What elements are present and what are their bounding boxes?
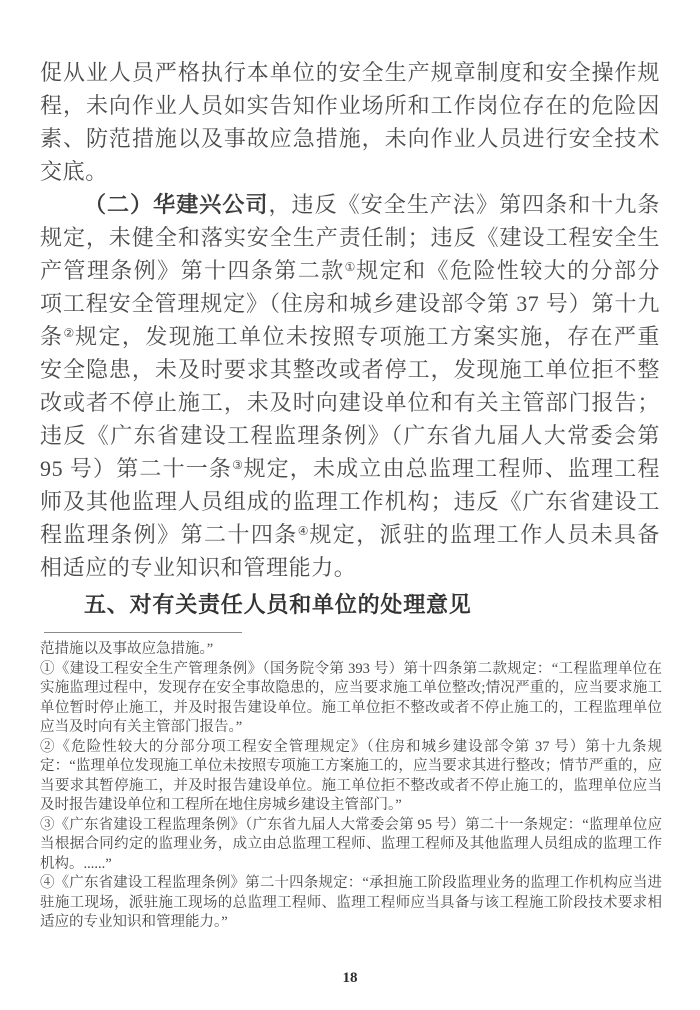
body-text-segment: ，违反《安全生产法》第四条和十九条规定，未健全和落实安全生产责任制；违反《建设工程安全生产管理条例》第十四条第二款	[40, 192, 660, 283]
footnote-item: ④《广东省建设工程监理条例》第二十四条规定：“承担施工阶段监理业务的监理工作机构应当进驻施工现场，派驻施工现场的总监理工程师、监理工程师应当具备与该工程施工阶段技术要求相适应的专业知识和管理能力。”	[40, 875, 662, 930]
body-text-segment: 规定，派驻的监理工作人员未具备相适应的专业知识和管理能力。	[40, 522, 660, 580]
footnote-separator	[44, 632, 242, 633]
footnote-ref: ②	[63, 326, 76, 340]
body-paragraphs	[40, 56, 660, 584]
footnote-continuation: 范措施以及事故应急措施。”	[40, 641, 214, 657]
body-paragraph	[40, 188, 660, 584]
footnote-items	[40, 660, 662, 933]
page-number: 18	[342, 970, 358, 986]
body-text-segment: 规定，未成立由总监理工程师、监理工程师及其他监理人员组成的监理工作机构；违反《广东省建设工程监理条例》第二十四条	[40, 456, 660, 547]
footnote-ref: ①	[344, 260, 357, 274]
body-text-segment: 规定和《危险性较大的分部分项工程安全管理规定》（住房和城乡建设部令第 37 号）第十九条	[40, 258, 660, 349]
body-paragraph	[40, 56, 660, 188]
footnote-item: ③《广东省建设工程监理条例》（广东省九届人大常委会第 95 号）第二十一条规定：“监理单位应当根据合同约定的监理业务，成立由总监理工程师、监理工程师及其他监理人员组成的监理工作机构。......”	[40, 816, 662, 872]
footnote-ref: ③	[232, 458, 244, 472]
body-text-segment: 规定，发现施工单位未按照专项施工方案实施，存在严重安全隐患，未及时要求其整改或者停工，发现施工单位拒不整改或者不停止施工，未及时向建设单位和有关主管部门报告；违反《广东省建设工程监理条例》（广东省九届人大常委会第 95 号）第二十一条	[40, 324, 660, 481]
section-heading: 五、对有关责任人员和单位的处理意见	[84, 592, 472, 617]
footnote-item: ①《建设工程安全生产管理条例》（国务院令第 393 号）第十四条第二款规定：“工程监理单位在实施监理过程中，发现存在安全事故隐患的，应当要求施工单位整改;情况严重的，应当要求施工单位暂时停止施工，并及时报告建设单位。施工单位拒不整改或者不停止施工的，工程监理单位应当及时向有关主管部门报告。”	[40, 660, 662, 735]
body-text	[40, 56, 660, 622]
footnote-ref: ④	[297, 524, 310, 538]
body-text-segment: 促从业人员严格执行本单位的安全生产规章制度和安全操作规程，未向作业人员如实告知作业场所和工作岗位存在的危险因素、防范措施以及事故应急措施，未向作业人员进行安全技术交底。	[40, 60, 660, 184]
footnotes	[40, 640, 662, 933]
bold-lead-in: （二）华建兴公司	[84, 192, 269, 217]
footnote-item: ②《危险性较大的分部分项工程安全管理规定》（住房和城乡建设部令第 37 号）第十九条规定：“监理单位发现施工单位未按照专项施工方案施工的，应当要求其进行整改；情节严重的，应当要求其暂停施工，并及时报告建设单位。施工单位拒不整改或者不停止施工的，监理单位应当及时报告建设单位和工程所在地住房城乡建设主管部门。”	[40, 738, 662, 813]
